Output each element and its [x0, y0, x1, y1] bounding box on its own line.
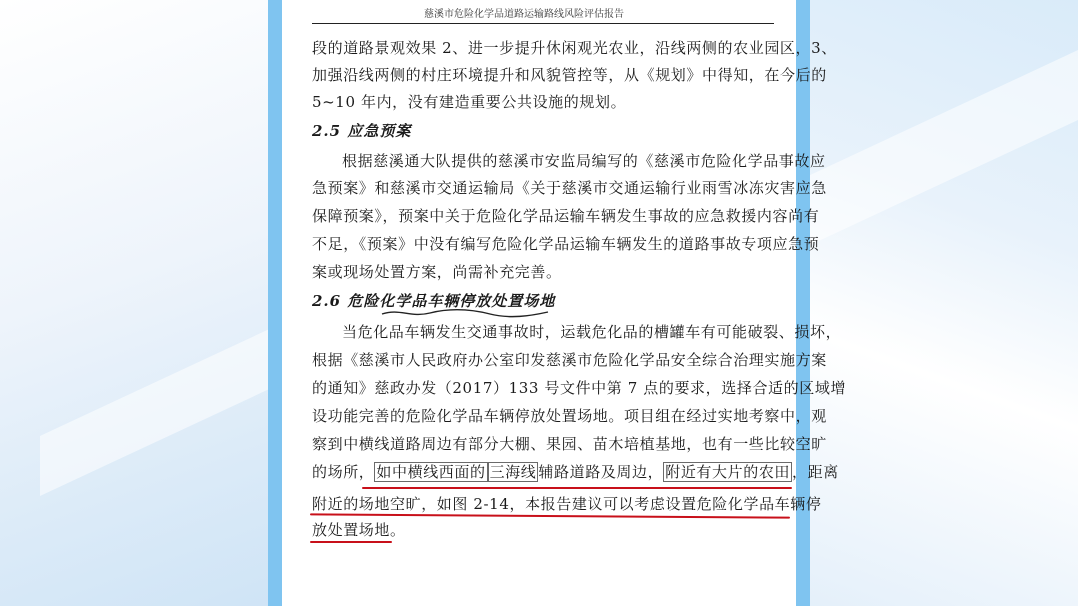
text-line: 急预案》和慈溪市交通运输局《关于慈溪市交通运输行业雨雪冰冻灾害应急 — [312, 179, 827, 197]
page-edge-left — [268, 0, 282, 606]
text-line: 加强沿线两侧的村庄环境提升和风貌管控等，从《规划》中得知，在今后的 — [312, 66, 827, 84]
text-fragment: 辅路道路及周边， — [538, 463, 664, 481]
text-line: 察到中横线道路周边有部分大棚、果园、苗木培植基地，也有一些比较空旷 — [312, 435, 827, 453]
text-line: 当危化品车辆发生交通事故时，运载危化品的槽罐车有可能破裂、损坏， — [342, 323, 842, 341]
highlight-box: 附近有大片的农田 — [665, 463, 791, 481]
red-underline — [310, 513, 790, 518]
text-line: 案或现场处置方案，尚需补充完善。 — [312, 263, 562, 281]
text-line: 不足，《预案》中没有编写危险化学品运输车辆发生的道路事故专项应急预 — [312, 235, 820, 253]
text-line: 设功能完善的危险化学品车辆停放处置场地。项目组在经过实地考察中，观 — [312, 407, 827, 425]
text-line: 的通知》慈政办发（2017）133 号文件中第 7 点的要求，选择合适的区域增 — [312, 379, 847, 397]
text-line: 5~10 年内，没有建造重要公共设施的规划。 — [312, 93, 627, 111]
document-page — [282, 0, 847, 606]
section-heading-2-6: 2.6 危险化学品车辆停放处置场地 — [312, 292, 556, 310]
text-line: 根据《慈溪市人民政府办公室印发慈溪市危险化学品安全综合治理实施方案 — [312, 351, 827, 369]
highlight-box: 如中横线西面的 — [376, 463, 486, 481]
text-line: 段的道路景观效果 2、进一步提升休闲观光农业，沿线两侧的农业园区，3、 — [312, 39, 837, 57]
page-edge-right — [796, 0, 810, 606]
handwritten-underline — [380, 306, 550, 320]
highlight-box: 三海线 — [489, 463, 537, 481]
text-line: 放处置场地。 — [312, 521, 406, 539]
red-underline — [310, 541, 392, 543]
text-line: 附近的场地空旷，如图 2-14，本报告建议可以考虑设置危险化学品车辆停 — [312, 495, 822, 513]
background-right-panel — [778, 0, 1078, 606]
red-underline — [362, 487, 792, 489]
background-left-panel — [0, 0, 280, 606]
running-header: 慈溪市危险化学品道路运输路线风险评估报告 — [312, 6, 774, 24]
section-heading-2-5: 2.5 应急预案 — [312, 122, 412, 140]
text-fragment: ，距离 — [792, 463, 839, 481]
text-fragment: 的场所， — [312, 463, 375, 481]
text-line: 根据慈溪通大队提供的慈溪市安监局编写的《慈溪市危险化学品事故应 — [342, 152, 826, 170]
text-line-highlighted — [312, 462, 839, 482]
text-line: 保障预案》，预案中关于危险化学品运输车辆发生事故的应急救援内容尚有 — [312, 207, 820, 225]
